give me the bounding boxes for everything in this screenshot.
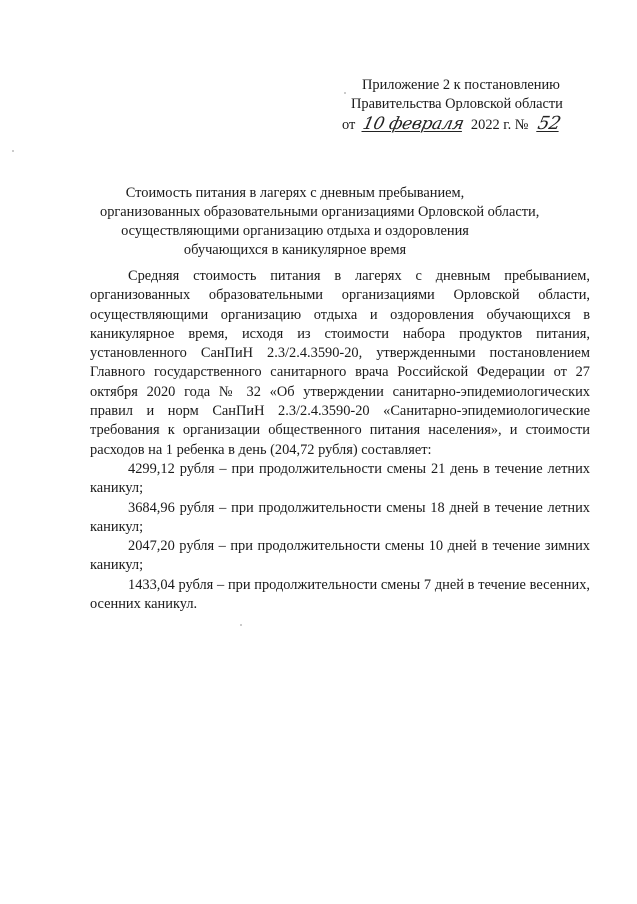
intro-paragraph: Средняя стоимость питания в лагерях с дневным пребыванием, организованных образовательными организациями Орловской области, осуществляющими организацию отдыха и оздоровления обучающихся в каникулярное время, исходя из стоимости набора продуктов питания, установленного СанПиН 2.3/2.4.3590-20, утвержденными постановлением Главного государственного санитарного врача Российской Федерации от 27 октября 2020 года № 32 «Об утверждении санитарно-эпидемиологических правил и норм СанПиН 2.3/2.4.3590-20 «Санитарно-эпидемиологические требования к организации общественного питания населения», и стоимости расходов на 1 ребенка в день (204,72 рубля) составляет: (90, 268, 590, 458)
handwritten-number: 52 (535, 113, 563, 134)
title-line-1: Стоимость питания в лагерях с дневным пребыванием, (125, 185, 465, 201)
document-body (90, 267, 590, 614)
title-line-3: осуществляющими организацию отдыха и оздоровления (121, 223, 469, 239)
appendix-header (320, 76, 590, 135)
cost-item-spring-autumn-7: 1433,04 рубля – при продолжительности смены 7 дней в течение весенних, осенних каникул. (90, 576, 590, 613)
appendix-date-line (320, 114, 590, 135)
date-year: 2022 г. № (470, 117, 529, 133)
document-title (100, 184, 540, 260)
cost-item-summer-21: 4299,12 рубля – при продолжительности смены 21 день в течение летних каникул; (90, 460, 590, 497)
cost-item-summer-18: 3684,96 рубля – при продолжительности смены 18 дней в течение летних каникул; (90, 499, 590, 535)
scan-speck (240, 624, 242, 626)
handwritten-date: 10 февраля (360, 114, 466, 134)
date-prefix: от (342, 117, 356, 133)
appendix-line-2: Правительства Орловской области (351, 96, 563, 112)
title-line-4: обучающихся в каникулярное время (183, 242, 407, 258)
scan-speck (344, 92, 346, 94)
appendix-line-1: Приложение 2 к постановлению (362, 77, 560, 93)
cost-item-winter-10: 2047,20 рубля – при продолжительности смены 10 дней в течение зимних каникул; (90, 538, 590, 574)
scan-speck (12, 150, 14, 152)
title-line-2: организованных образовательными организациями Орловской области, (100, 204, 540, 220)
